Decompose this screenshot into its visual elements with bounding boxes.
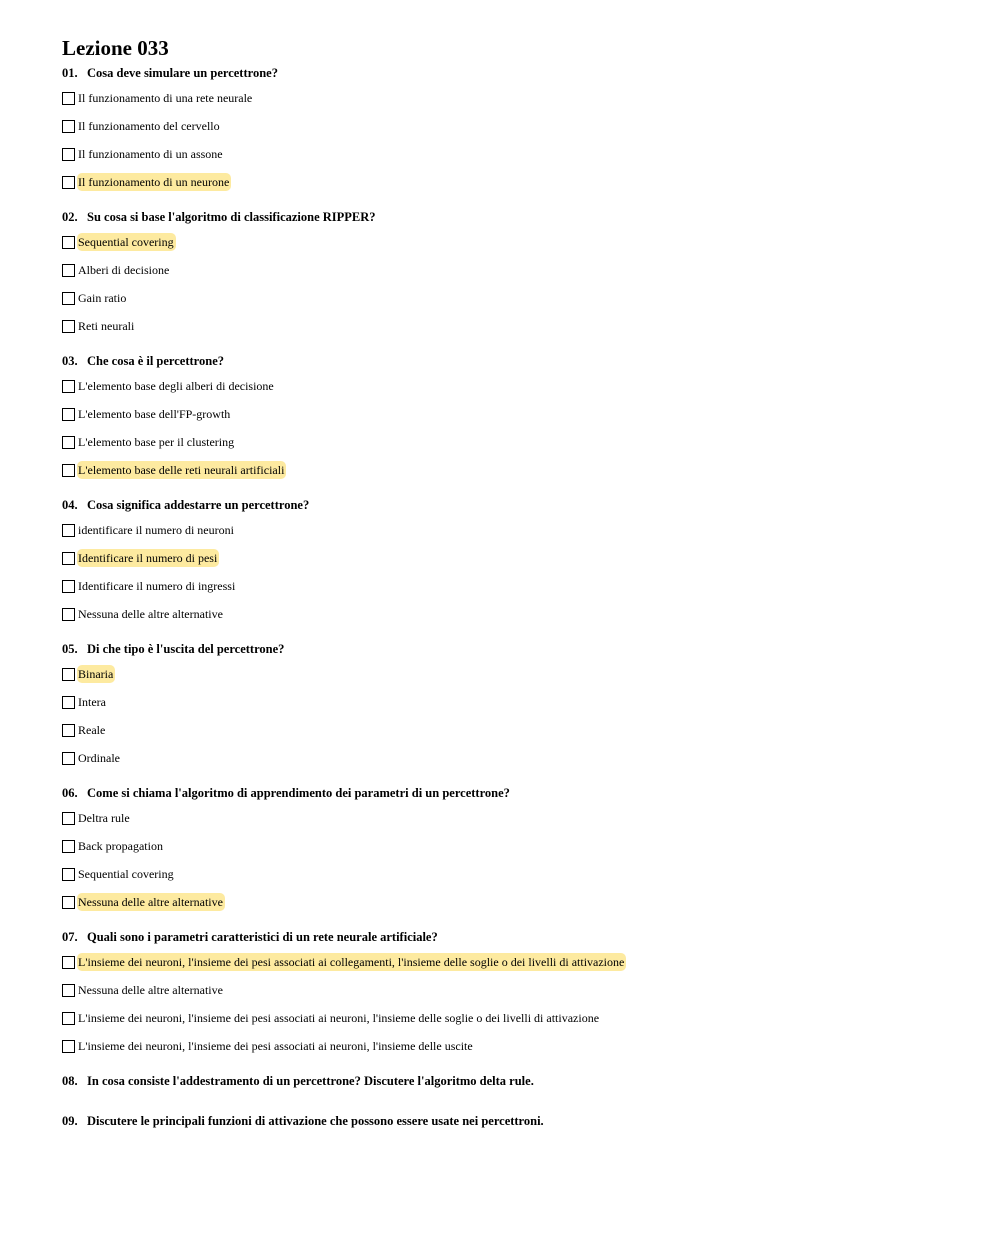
answer-label: Nessuna delle altre alternative — [78, 607, 223, 621]
answer-label: identificare il numero di neuroni — [78, 523, 234, 537]
answer-label-highlighted: Nessuna delle altre alternative — [78, 895, 223, 909]
answer-checkbox[interactable] — [62, 696, 75, 709]
answer-label: Identificare il numero di ingressi — [78, 579, 236, 593]
answer-option[interactable] — [62, 168, 962, 196]
question-heading — [62, 929, 962, 945]
answer-checkbox[interactable] — [62, 552, 75, 565]
answer-checkbox[interactable] — [62, 812, 75, 825]
answer-option[interactable] — [62, 860, 962, 888]
answer-label: L'insieme dei neuroni, l'insieme dei pesi associati ai neuroni, l'insieme delle uscite — [78, 1039, 473, 1053]
answer-option[interactable] — [62, 400, 962, 428]
question-block — [62, 785, 962, 916]
answer-checkbox[interactable] — [62, 668, 75, 681]
question-block — [62, 641, 962, 772]
answer-checkbox[interactable] — [62, 984, 75, 997]
quiz-page — [62, 34, 962, 1129]
question-heading — [62, 209, 962, 225]
answer-option[interactable] — [62, 948, 962, 976]
answer-option[interactable] — [62, 600, 962, 628]
answer-checkbox[interactable] — [62, 408, 75, 421]
answer-option[interactable] — [62, 744, 962, 772]
answer-label: L'insieme dei neuroni, l'insieme dei pesi associati ai neuroni, l'insieme delle soglie o dei livelli di attivazione — [78, 1011, 600, 1025]
answer-option[interactable] — [62, 572, 962, 600]
question-list — [62, 65, 962, 1060]
question-text: Su cosa si base l'algoritmo di classificazione RIPPER? — [87, 210, 376, 224]
answer-option[interactable] — [62, 804, 962, 832]
answer-checkbox[interactable] — [62, 464, 75, 477]
answer-label: Intera — [78, 695, 106, 709]
question-text: Come si chiama l'algoritmo di apprendimento dei parametri di un percettrone? — [87, 786, 510, 800]
answer-checkbox[interactable] — [62, 752, 75, 765]
question-heading — [62, 353, 962, 369]
answer-label: Il funzionamento di un assone — [78, 147, 223, 161]
answer-label: L'elemento base dell'FP-growth — [78, 407, 231, 421]
question-block — [62, 929, 962, 1060]
answer-label-highlighted: Il funzionamento di un neurone — [78, 175, 230, 189]
question-text: Cosa significa addestarre un percettrone? — [87, 498, 310, 512]
answer-label-highlighted: Sequential covering — [78, 235, 174, 249]
question-text: Che cosa è il percettrone? — [87, 354, 224, 368]
question-number: 06. — [62, 786, 78, 800]
question-number: 03. — [62, 354, 78, 368]
answer-option[interactable] — [62, 428, 962, 456]
answer-checkbox[interactable] — [62, 436, 75, 449]
question-heading — [62, 641, 962, 657]
answer-label: Reale — [78, 723, 106, 737]
question-number: 02. — [62, 210, 78, 224]
answer-option[interactable] — [62, 256, 962, 284]
answer-checkbox[interactable] — [62, 176, 75, 189]
question-heading — [62, 65, 962, 81]
question-text: Cosa deve simulare un percettrone? — [87, 66, 278, 80]
question-text: Discutere le principali funzioni di attivazione che possono essere usate nei percettroni. — [87, 1114, 544, 1128]
question-number: 01. — [62, 66, 78, 80]
question-block — [62, 497, 962, 628]
answer-option[interactable] — [62, 832, 962, 860]
answer-checkbox[interactable] — [62, 320, 75, 333]
answer-option[interactable] — [62, 688, 962, 716]
answer-label: Alberi di decisione — [78, 263, 170, 277]
answer-option[interactable] — [62, 312, 962, 340]
answer-checkbox[interactable] — [62, 236, 75, 249]
answer-checkbox[interactable] — [62, 264, 75, 277]
question-text: In cosa consiste l'addestramento di un percettrone? Discutere l'algoritmo delta rule. — [87, 1074, 534, 1088]
answer-label: Gain ratio — [78, 291, 127, 305]
answer-label-highlighted: L'elemento base delle reti neurali artificiali — [78, 463, 285, 477]
answer-option[interactable] — [62, 516, 962, 544]
open-question-list — [62, 1073, 962, 1129]
answer-option[interactable] — [62, 284, 962, 312]
answer-label: L'elemento base per il clustering — [78, 435, 235, 449]
question-block — [62, 209, 962, 340]
answer-label-highlighted: Identificare il numero di pesi — [78, 551, 218, 565]
answer-option[interactable] — [62, 1032, 962, 1060]
answer-label: Nessuna delle altre alternative — [78, 983, 223, 997]
answer-checkbox[interactable] — [62, 92, 75, 105]
answer-label: Ordinale — [78, 751, 120, 765]
answer-option[interactable] — [62, 112, 962, 140]
question-text: Di che tipo è l'uscita del percettrone? — [87, 642, 285, 656]
answer-label: Reti neurali — [78, 319, 135, 333]
answer-checkbox[interactable] — [62, 292, 75, 305]
answer-option[interactable] — [62, 976, 962, 1004]
answer-checkbox[interactable] — [62, 724, 75, 737]
answer-checkbox[interactable] — [62, 524, 75, 537]
answer-checkbox[interactable] — [62, 608, 75, 621]
question-heading — [62, 785, 962, 801]
answer-option[interactable] — [62, 544, 962, 572]
question-number: 05. — [62, 642, 78, 656]
answer-option[interactable] — [62, 1004, 962, 1032]
answer-label: Back propagation — [78, 839, 163, 853]
question-number: 08. — [62, 1074, 78, 1088]
answer-checkbox[interactable] — [62, 148, 75, 161]
page-title: Lezione 033 — [62, 36, 169, 60]
answer-label: Sequential covering — [78, 867, 174, 881]
answer-option[interactable] — [62, 84, 962, 112]
answer-checkbox[interactable] — [62, 580, 75, 593]
answer-option[interactable] — [62, 372, 962, 400]
answer-label-highlighted: L'insieme dei neuroni, l'insieme dei pesi associati ai collegamenti, l'insieme delle soglie o dei livelli di attivazione — [78, 955, 625, 969]
open-question — [62, 1073, 962, 1089]
answer-label: Il funzionamento del cervello — [78, 119, 220, 133]
answer-checkbox[interactable] — [62, 1040, 75, 1053]
answer-checkbox[interactable] — [62, 896, 75, 909]
answer-checkbox[interactable] — [62, 840, 75, 853]
answer-option[interactable] — [62, 660, 962, 688]
question-text: Quali sono i parametri caratteristici di un rete neurale artificiale? — [87, 930, 438, 944]
open-question — [62, 1113, 962, 1129]
question-block — [62, 65, 962, 196]
answer-checkbox[interactable] — [62, 868, 75, 881]
answer-option[interactable] — [62, 228, 962, 256]
answer-label-highlighted: Binaria — [78, 667, 114, 681]
answer-checkbox[interactable] — [62, 1012, 75, 1025]
answer-label: Il funzionamento di una rete neurale — [78, 91, 253, 105]
answer-option[interactable] — [62, 456, 962, 484]
answer-option[interactable] — [62, 716, 962, 744]
answer-checkbox[interactable] — [62, 380, 75, 393]
question-number: 04. — [62, 498, 78, 512]
question-number: 09. — [62, 1114, 78, 1128]
answer-label: L'elemento base degli alberi di decisione — [78, 379, 274, 393]
answer-option[interactable] — [62, 888, 962, 916]
answer-checkbox[interactable] — [62, 120, 75, 133]
answer-checkbox[interactable] — [62, 956, 75, 969]
question-number: 07. — [62, 930, 78, 944]
answer-label: Deltra rule — [78, 811, 130, 825]
question-heading — [62, 497, 962, 513]
question-block — [62, 353, 962, 484]
answer-option[interactable] — [62, 140, 962, 168]
